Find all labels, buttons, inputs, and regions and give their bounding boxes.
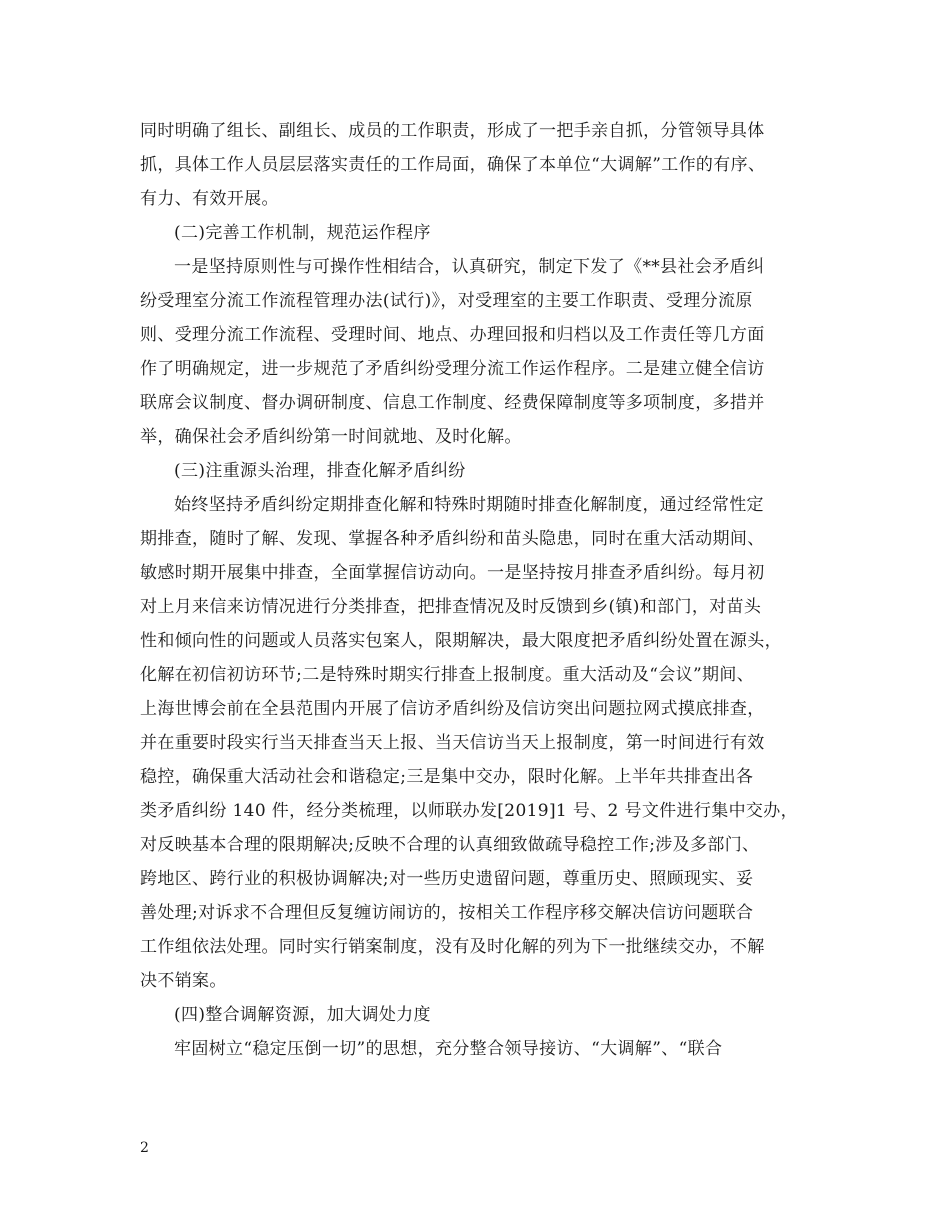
text-line: 作了明确规定，进一步规范了矛盾纠纷受理分流工作运作程序。二是建立健全信访 [140, 359, 765, 379]
text-line: 跨地区、跨行业的积极协调解决;对一些历史遗留问题，尊重历史、照顾现实、妥 [140, 869, 754, 889]
text-line: 类矛盾纠纷 140 件，经分类梳理，以师联办发[2019]1 号、2 号文件进行集中交办， [140, 801, 798, 821]
text-line: 化解在初信初访环节;二是特殊时期实行排查上报制度。重大活动及“会议”期间、 [140, 665, 755, 685]
text-line: 并在重要时段实行当天排查当天上报、当天信访当天上报制度，第一时间进行有效 [140, 733, 765, 753]
text-line: 上海世博会前在全县范围内开展了信访矛盾纠纷及信访突出问题拉网式摸底排查， [140, 699, 765, 719]
text-line: 抓，具体工作人员层层落实责任的工作局面，确保了本单位“大调解”工作的有序、 [140, 155, 766, 175]
text-line: (三)注重源头治理，排查化解矛盾纠纷 [174, 461, 466, 481]
text-line: 稳控，确保重大活动社会和谐稳定;三是集中交办，限时化解。上半年共排查出各 [140, 767, 754, 787]
text-line: 同时明确了组长、副组长、成员的工作职责，形成了一把手亲自抓，分管领导具体 [140, 121, 765, 141]
text-line: 敏感时期开展集中排查，全面掌握信访动向。一是坚持按月排查矛盾纠纷。每月初 [140, 563, 765, 583]
text-line: 性和倾向性的问题或人员落实包案人，限期解决，最大限度把矛盾纠纷处置在源头， [140, 631, 782, 651]
document-body [140, 114, 820, 1066]
text-line: 联席会议制度、督办调研制度、信息工作制度、经费保障制度等多项制度，多措并 [140, 393, 765, 413]
text-line: 纷受理室分流工作流程管理办法(试行)》，对受理室的主要工作职责、受理分流原 [140, 291, 753, 311]
text-line: 牢固树立“稳定压倒一切”的思想，充分整合领导接访、“大调解”、“联合 [174, 1039, 723, 1059]
text-line: 对反映基本合理的限期解决;反映不合理的认真细致做疏导稳控工作;涉及多部门、 [140, 835, 760, 855]
text-line: 有力、有效开展。 [140, 189, 279, 209]
text-line: 决不销案。 [140, 971, 227, 991]
text-line: 举，确保社会矛盾纠纷第一时间就地、及时化解。 [140, 427, 522, 447]
text-line: 期排查，随时了解、发现、掌握各种矛盾纠纷和苗头隐患，同时在重大活动期间、 [140, 529, 765, 549]
text-line: 善处理;对诉求不合理但反复缠访闹访的，按相关工作程序移交解决信访问题联合 [140, 903, 754, 923]
page-number: 2 [140, 1140, 149, 1156]
text-line: 一是坚持原则性与可操作性相结合，认真研究，制定下发了《**县社会矛盾纠 [174, 257, 765, 277]
text-line: 对上月来信来访情况进行分类排查，把排查情况及时反馈到乡(镇)和部门，对苗头 [140, 597, 762, 617]
text-line: 工作组依法处理。同时实行销案制度，没有及时化解的列为下一批继续交办，不解 [140, 937, 765, 957]
text-line: (二)完善工作机制，规范运作程序 [174, 223, 431, 243]
text-line: 始终坚持矛盾纠纷定期排查化解和特殊时期随时排查化解制度，通过经常性定 [174, 495, 764, 515]
text-line: (四)整合调解资源，加大调处力度 [174, 1005, 431, 1025]
text-line: 则、受理分流工作流程、受理时间、地点、办理回报和归档以及工作责任等几方面 [140, 325, 765, 345]
